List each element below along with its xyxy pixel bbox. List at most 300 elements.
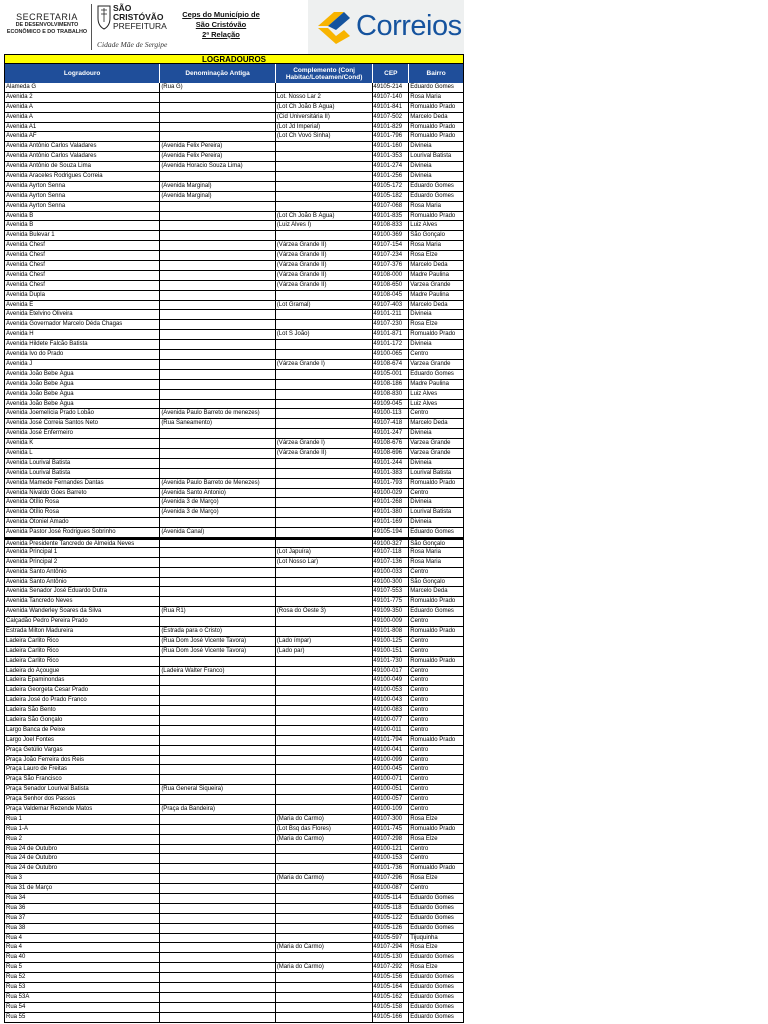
cell-cep: 49105-122 [373,914,409,923]
table-row [4,568,464,578]
secretaria-line1: SECRETARIA [16,12,78,22]
cell-bairro: Eduardo Gomes [410,924,454,931]
cell-denominacao-antiga: (Avenida Paulo Barreto de menezes) [160,409,276,418]
table-row [4,924,464,934]
cell-logradouro: Praça Senador Lourival Batista [5,785,160,794]
cell-complemento [276,320,374,329]
cell-logradouro: Praça Lauro de Freitas [5,765,160,774]
cell-cep: 49101-796 [373,132,409,141]
table-row [4,706,464,716]
table-row [4,390,464,400]
cell-denominacao-antiga: (Estrada para o Cristo) [160,627,276,636]
cell-denominacao-antiga [160,686,276,695]
cell-complemento [276,884,374,893]
cell-logradouro: Avenida João Bebe Água [5,400,160,409]
cell-denominacao-antiga [160,953,276,962]
cell-bairro: Eduardo Gomes [410,904,454,911]
cell-logradouro: Avenida José Correia Santos Neto [5,419,160,428]
cell-bairro: Romualdo Prado [410,825,456,832]
cell-logradouro: Praça Getúlio Vargas [5,746,160,755]
cell-logradouro: Rua 37 [5,914,160,923]
cell-logradouro: Ladeira Georgeta Cesar Prado [5,686,160,695]
logradouros-table [4,54,464,1023]
cell-cep: 49100-153 [373,854,409,863]
cell-complemento [276,667,374,676]
cell-complemento [276,291,374,300]
cell-cep: 49107-298 [373,835,409,844]
sao-cristovao-logo [97,3,168,49]
cell-cep: 49105-130 [373,953,409,962]
cell-complemento [276,380,374,389]
cell-complemento [276,597,374,606]
table-row [4,667,464,677]
sc-line3: PREFEITURA [113,21,167,31]
cell-logradouro: Avenida Ayrton Senna [5,182,160,191]
cell-denominacao-antiga [160,993,276,1002]
cell-logradouro: Avenida Lourival Batista [5,469,160,478]
cell-bairro: São Gonçalo [410,232,445,239]
cell-complemento: (Várzea Grande II) [276,281,374,290]
cell-cep: 49105-114 [373,894,409,903]
cell-logradouro: Avenida Chesf [5,251,160,260]
cell-denominacao-antiga [160,301,276,310]
table-row [4,835,464,845]
sc-line2: CRISTÓVÃO [113,12,164,22]
cell-logradouro: Ladeira Epaminondas [5,676,160,685]
cell-complemento [276,1013,374,1022]
cell-bairro: Marcelo Deda [410,113,448,120]
cell-bairro: Eduardo Gomes [410,914,454,921]
table-row [4,132,464,142]
cell-complemento [276,340,374,349]
cell-denominacao-antiga: (Avenida Horacio Souza Lima) [160,162,276,171]
cell-bairro: Rosa Maria [410,202,441,209]
cell-denominacao-antiga [160,340,276,349]
cell-logradouro: Ladeira São Gonçalo [5,716,160,725]
cell-complemento [276,676,374,685]
cell-logradouro: Avenida Etelvino Oliveira [5,310,160,319]
cell-complemento [276,83,374,92]
cell-cep: 49105-194 [373,528,409,537]
cell-cep: 49107-296 [373,874,409,883]
cell-denominacao-antiga [160,568,276,577]
cell-denominacao-antiga: (Avenida Felix Pereira) [160,152,276,161]
cell-bairro: Centro [410,687,429,694]
cell-logradouro: Rua 1-A [5,825,160,834]
cell-logradouro: Avenida Senador José Eduardo Dutra [5,587,160,596]
table-row [4,310,464,320]
cell-bairro: Rosa Maria [410,242,441,249]
table-row [4,370,464,380]
cell-bairro: Centro [410,410,429,417]
cell-denominacao-antiga [160,271,276,280]
cell-complemento: (Lado ímpar) [276,637,374,646]
cell-denominacao-antiga [160,676,276,685]
cell-logradouro: Avenida L [5,449,160,458]
table-row [4,489,464,499]
cell-complemento: (Várzea Grande II) [276,449,374,458]
cell-denominacao-antiga [160,587,276,596]
cell-cep: 49105-156 [373,973,409,982]
cell-complemento: (Rosa do Oeste 3) [276,607,374,616]
cell-cep: 49100-053 [373,686,409,695]
cell-cep: 49100-057 [373,795,409,804]
cell-bairro: Madre Paulina [410,291,449,298]
cell-denominacao-antiga: (Praça da Bandeira) [160,805,276,814]
cell-bairro: Madre Paulina [410,271,449,278]
cell-complemento [276,231,374,240]
cell-logradouro: Avenida A [5,103,160,112]
cell-bairro: Rosa Elze [410,835,438,842]
cell-cep: 49107-292 [373,963,409,972]
cell-cep: 49101-256 [373,172,409,181]
cell-logradouro: Rua 31 de Março [5,884,160,893]
cell-bairro: Divineia [410,499,432,506]
cell-cep: 49105-182 [373,192,409,201]
cell-bairro: Centro [410,637,429,644]
cell-denominacao-antiga: (Avenida 3 de Março) [160,498,276,507]
cell-cep: 49100-113 [373,409,409,418]
cell-bairro: Centro [410,489,429,496]
cell-cep: 49101-169 [373,518,409,527]
cell-cep: 49101-247 [373,429,409,438]
cell-logradouro: Avenida Dupla [5,291,160,300]
cell-bairro: Eduardo Gomes [410,608,454,615]
cell-logradouro: Avenida Otílio Rosa [5,498,160,507]
cell-cep: 49105-214 [373,83,409,92]
cell-logradouro: Avenida Wanderley Soares da Silva [5,607,160,616]
secretaria-logo [6,12,88,36]
table-row [4,439,464,449]
table-row [4,142,464,152]
table-row [4,192,464,202]
table-row [4,775,464,785]
cell-complemento [276,429,374,438]
cell-cep: 49107-403 [373,301,409,310]
cell-complemento: (Lado par) [276,647,374,656]
table-row [4,617,464,627]
cell-cep: 49100-065 [373,350,409,359]
cell-bairro: Romualdo Prado [410,212,456,219]
cell-logradouro: Avenida Araceles Rodrigues Correia [5,172,160,181]
cell-bairro: Rosa Elze [410,252,438,259]
cell-cep: 49107-294 [373,943,409,952]
cell-logradouro: Avenida H [5,330,160,339]
cell-logradouro: Rua 1 [5,815,160,824]
table-row [4,320,464,330]
table-row [4,479,464,489]
table-row [4,83,464,93]
cell-bairro: Centro [410,796,429,803]
cell-cep: 49105-597 [373,934,409,943]
cell-bairro: Centro [410,697,429,704]
cell-complemento: (Maria do Carmo) [276,815,374,824]
cell-cep: 49105-166 [373,1013,409,1022]
cell-cep: 49105-158 [373,1003,409,1012]
table-row [4,627,464,637]
cell-bairro: Eduardo Gomes [410,192,454,199]
cell-logradouro: Alameda G [5,83,160,92]
table-row [4,934,464,944]
table-row [4,696,464,706]
table-row [4,261,464,271]
cell-bairro: Luiz Alves [410,222,438,229]
cell-denominacao-antiga [160,934,276,943]
table-row [4,795,464,805]
cell-bairro: Divineia [410,173,432,180]
cell-denominacao-antiga [160,914,276,923]
cell-complemento [276,540,374,547]
cell-denominacao-antiga [160,469,276,478]
cell-denominacao-antiga [160,736,276,745]
cell-cep: 49107-136 [373,558,409,567]
cell-bairro: Centro [410,786,429,793]
cell-denominacao-antiga [160,983,276,992]
cell-denominacao-antiga [160,657,276,666]
cell-logradouro: Avenida Chesf [5,241,160,250]
cell-denominacao-antiga [160,439,276,448]
cell-denominacao-antiga [160,93,276,102]
cell-denominacao-antiga [160,765,276,774]
cell-bairro: Eduardo Gomes [410,1013,454,1020]
cell-denominacao-antiga [160,212,276,221]
table-row [4,113,464,123]
table-row [4,202,464,212]
cell-logradouro: Calçadão Pedro Pereira Prado [5,617,160,626]
cell-logradouro: Avenida João Bebe Água [5,370,160,379]
cell-bairro: Romualdo Prado [410,133,456,140]
cell-logradouro: Ladeira Carlito Rico [5,657,160,666]
cell-denominacao-antiga: (Avenida Marginal) [160,192,276,201]
cell-bairro: Divineia [410,163,432,170]
cell-cep: 49101-353 [373,152,409,161]
table-row [4,419,464,429]
table-row [4,400,464,410]
cell-denominacao-antiga [160,459,276,468]
cell-denominacao-antiga [160,835,276,844]
cell-bairro: Marcelo Deda [410,420,448,427]
cell-logradouro: Avenida Chesf [5,281,160,290]
cell-cep: 49101-730 [373,657,409,666]
cell-bairro: Rosa Elze [410,964,438,971]
cell-denominacao-antiga [160,617,276,626]
cell-denominacao-antiga: (Rua Dom José Vicente Tavora) [160,647,276,656]
cell-logradouro: Avenida Tancredo Neves [5,597,160,606]
cell-cep: 49100-121 [373,845,409,854]
cell-cep: 49100-051 [373,785,409,794]
cell-complemento: (Maria do Carmo) [276,943,374,952]
cell-logradouro: Praça São Francisco [5,775,160,784]
coat-of-arms-icon [97,4,111,30]
table-row [4,864,464,874]
cell-cep: 49101-274 [373,162,409,171]
cell-bairro: Centro [410,667,429,674]
cell-cep: 49107-234 [373,251,409,260]
table-row [4,518,464,528]
cell-cep: 49101-871 [373,330,409,339]
cell-complemento [276,568,374,577]
cell-complemento: (Luiz Alves I) [276,221,374,230]
sc-slogan: Cidade Mãe de Sergipe [97,40,168,49]
cell-logradouro: Rua 24 de Outubro [5,854,160,863]
table-row [4,429,464,439]
table-row [4,498,464,508]
column-header-bairro: Bairro [426,70,446,77]
cell-denominacao-antiga [160,746,276,755]
table-row [4,251,464,261]
cell-complemento [276,162,374,171]
cell-complemento [276,914,374,923]
cell-complemento [276,993,374,1002]
cell-cep: 49101-829 [373,123,409,132]
cell-bairro: Marcelo Deda [410,262,448,269]
cell-complemento [276,310,374,319]
cell-denominacao-antiga [160,924,276,933]
cell-complemento [276,795,374,804]
cell-cep: 49100-009 [373,617,409,626]
cell-cep: 49105-162 [373,993,409,1002]
table-row [4,301,464,311]
cell-complemento: (Lot S João) [276,330,374,339]
cell-bairro: Centro [410,677,429,684]
column-header-logradouro: Logradouro [5,64,160,83]
cell-bairro: Tijuquinha [410,934,438,941]
cell-logradouro: Ladeira São Bento [5,706,160,715]
cell-cep: 49108-674 [373,360,409,369]
cell-complemento: (Lot Gramal) [276,301,374,310]
cell-cep: 49108-833 [373,221,409,230]
cell-bairro: Romualdo Prado [410,479,456,486]
cell-complemento [276,479,374,488]
cell-logradouro: Avenida Lourival Batista [5,459,160,468]
cell-denominacao-antiga [160,251,276,260]
table-row [4,607,464,617]
cell-complemento [276,152,374,161]
cell-denominacao-antiga [160,558,276,567]
cell-bairro: Centro [410,647,429,654]
cell-denominacao-antiga [160,202,276,211]
cell-denominacao-antiga [160,310,276,319]
table-row [4,350,464,360]
cell-cep: 49101-380 [373,508,409,517]
cell-denominacao-antiga [160,548,276,557]
cell-bairro: Romualdo Prado [410,331,456,338]
table-row [4,993,464,1003]
document-title [176,10,266,40]
cell-cep: 49107-502 [373,113,409,122]
cell-logradouro: Avenida A1 [5,123,160,132]
cell-cep: 49101-736 [373,864,409,873]
cell-bairro: Lourival Batista [410,153,452,160]
table-row [4,103,464,113]
table-row [4,854,464,864]
cell-logradouro: Avenida José Enfermeiro [5,429,160,438]
cell-bairro: Eduardo Gomes [410,182,454,189]
cell-complemento [276,756,374,765]
cell-cep: 49101-775 [373,597,409,606]
cell-complemento [276,459,374,468]
table-row [4,123,464,133]
cell-cep: 49100-151 [373,647,409,656]
cell-bairro: Divineia [410,430,432,437]
cell-complemento [276,706,374,715]
cell-logradouro: Avenida Chesf [5,261,160,270]
table-row [4,686,464,696]
cell-bairro: Centro [410,756,429,763]
secretaria-line3: ECONÔMICO E DO TRABALHO [6,29,88,35]
cell-logradouro: Avenida Presidente Tancredo de Almeida Neves [5,540,160,547]
cell-denominacao-antiga [160,172,276,181]
cell-complemento [276,469,374,478]
table-row [4,805,464,815]
cell-logradouro: Avenida Ivo do Prado [5,350,160,359]
column-header-complemento: Complemento (Conj Habitac/Loteamen/Cond) [276,64,374,83]
table-row [4,281,464,291]
cell-cep: 49100-125 [373,637,409,646]
cell-logradouro: Avenida Mamede Fernandes Dantas [5,479,160,488]
cell-bairro: Centro [410,776,429,783]
cell-cep: 49100-109 [373,805,409,814]
table-row [4,221,464,231]
cell-complemento [276,726,374,735]
cell-complemento [276,498,374,507]
cell-cep: 49100-099 [373,756,409,765]
cell-complemento [276,202,374,211]
cell-denominacao-antiga [160,578,276,587]
cell-denominacao-antiga: (Avenida Marginal) [160,182,276,191]
cell-bairro: Romualdo Prado [410,598,456,605]
cell-bairro: Centro [410,717,429,723]
table-row [4,558,464,568]
cell-logradouro: Rua 53 [5,983,160,992]
cell-complemento: (Lot Ch João B Água) [276,212,374,221]
cell-denominacao-antiga [160,261,276,270]
cell-complemento: (Várzea Grande I) [276,439,374,448]
cell-bairro: Luiz Alves [410,390,438,397]
cell-cep: 49100-041 [373,746,409,755]
cell-cep: 49108-186 [373,380,409,389]
cell-cep: 49100-045 [373,765,409,774]
cell-complemento [276,746,374,755]
table-row [4,271,464,281]
cell-cep: 49107-230 [373,320,409,329]
cell-denominacao-antiga: (Avenida Paulo Barreto de Menezes) [160,479,276,488]
cell-cep: 49100-327 [373,540,409,547]
cell-logradouro: Praça Valdemar Rezende Matos [5,805,160,814]
cell-cep: 49100-087 [373,884,409,893]
cell-bairro: Centro [410,806,429,813]
cell-denominacao-antiga [160,845,276,854]
cell-bairro: Madre Paulina [410,380,449,387]
cell-denominacao-antiga: (Avenida Felix Pereira) [160,142,276,151]
cell-complemento [276,904,374,913]
cell-complemento [276,805,374,814]
cell-cep: 49107-068 [373,202,409,211]
table-row [4,340,464,350]
cell-denominacao-antiga [160,706,276,715]
cell-complemento [276,192,374,201]
cell-logradouro: Largo Banca de Peixe [5,726,160,735]
cell-denominacao-antiga [160,1003,276,1012]
cell-logradouro: Avenida Chesf [5,271,160,280]
cell-cep: 49101-160 [373,142,409,151]
cell-denominacao-antiga [160,231,276,240]
cell-logradouro: Rua 52 [5,973,160,982]
cell-complemento [276,736,374,745]
cell-complemento [276,587,374,596]
cell-cep: 49108-830 [373,390,409,399]
cell-cep: 49107-376 [373,261,409,270]
